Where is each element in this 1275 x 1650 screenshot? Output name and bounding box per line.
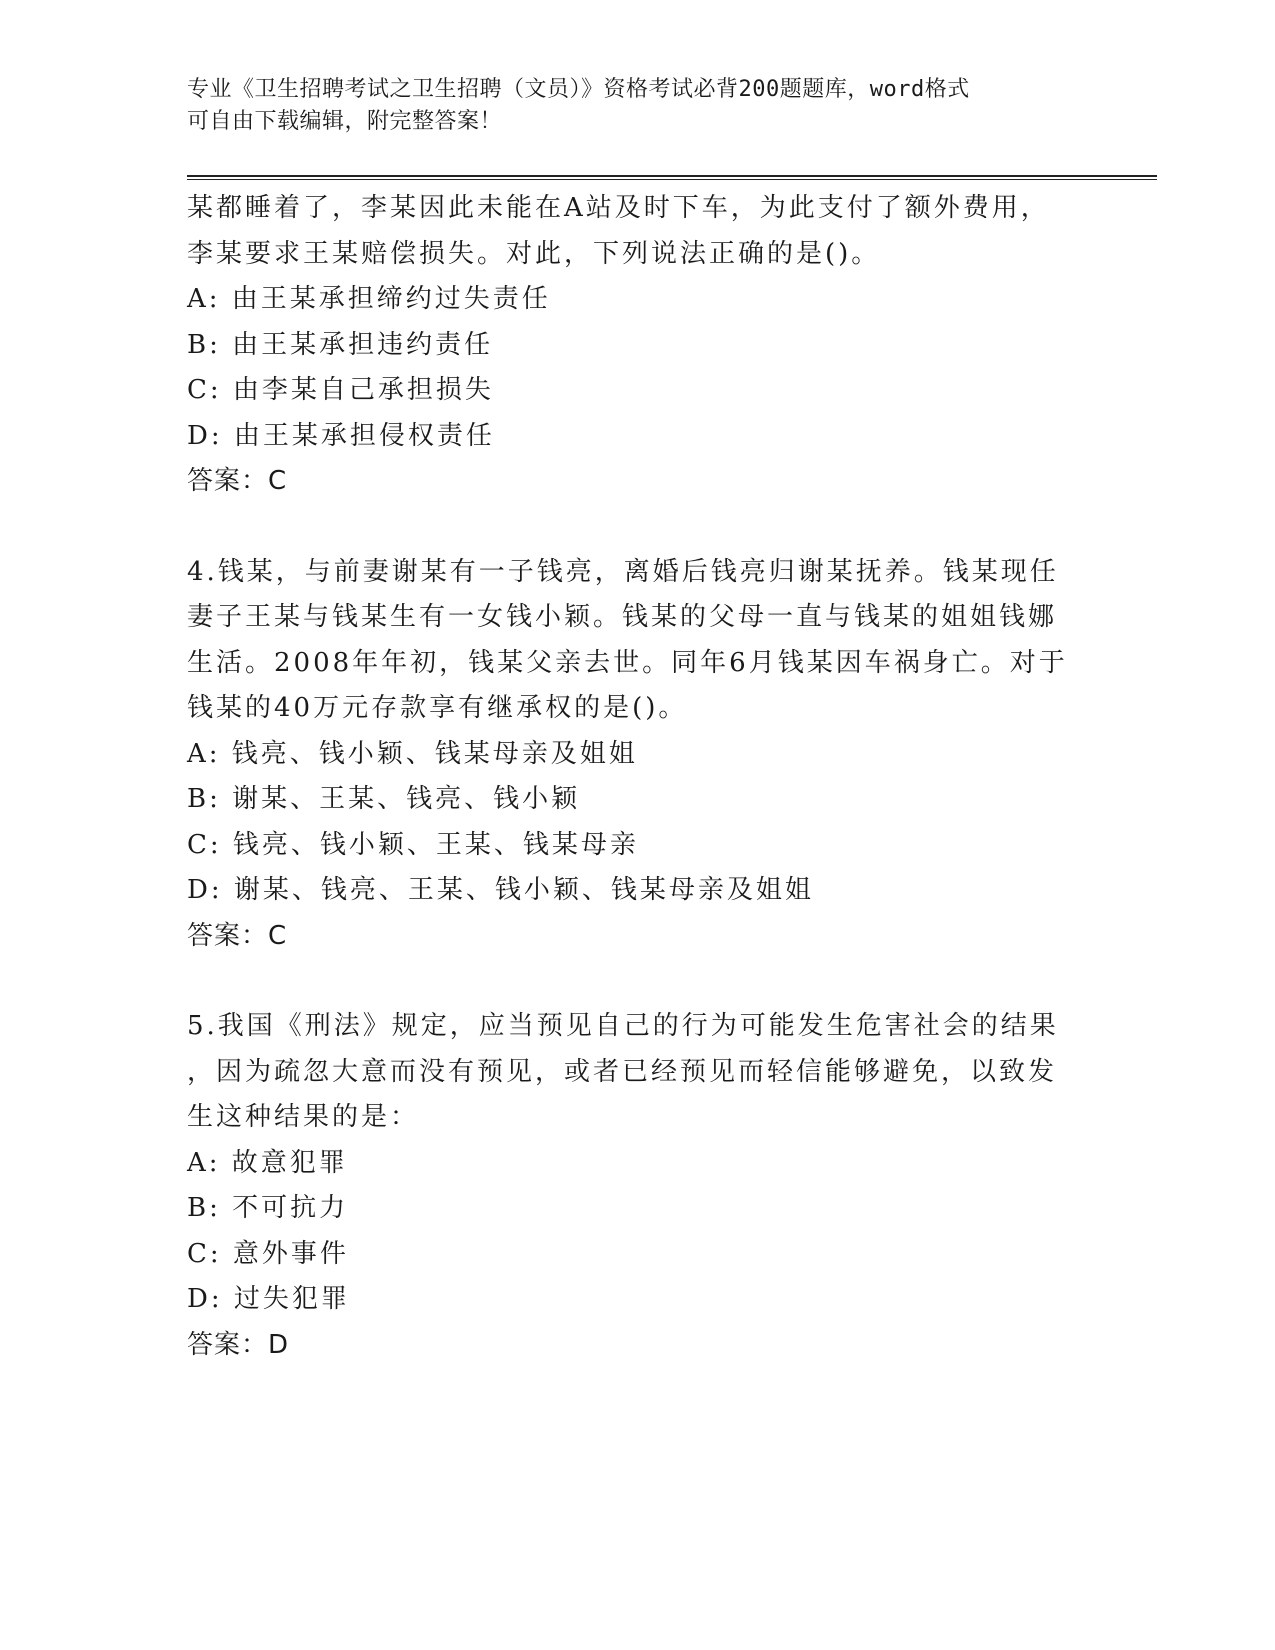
question-4-stem-line-4: 钱某的40万元存款享有继承权的是()。 (187, 693, 688, 723)
header-divider (187, 175, 1157, 180)
question-5-stem-line-3: 生这种结果的是： (187, 1102, 420, 1132)
question-3-stem-line-1: 某都睡着了，李某因此未能在A站及时下车，为此支付了额外费用， (187, 193, 1050, 223)
question-5 (187, 1004, 1087, 1368)
question-3-option-b: B: 由王某承担违约责任 (187, 329, 494, 360)
question-4-option-a: A: 钱亮、钱小颖、钱某母亲及姐姐 (187, 738, 638, 769)
question-3 (187, 186, 1087, 505)
question-3-option-d: D: 由王某承担侵权责任 (187, 420, 495, 451)
question-spacer (187, 959, 1087, 1004)
question-4-option-d: D: 谢某、钱亮、王某、钱小颖、钱某母亲及姐姐 (187, 875, 814, 905)
question-5-answer: 答案：D (187, 1329, 290, 1360)
question-4-stem-line-1: 4.钱某，与前妻谢某有一子钱亮，离婚后钱亮归谢某抚养。钱某现任 (187, 556, 1059, 587)
question-4-option-b: B: 谢某、王某、钱亮、钱小颖 (187, 784, 581, 814)
question-content (187, 186, 1087, 1368)
question-5-stem-line-1: 5.我国《刑法》规定，应当预见自己的行为可能发生危害社会的结果 (187, 1011, 1059, 1041)
question-4-option-c: C: 钱亮、钱小颖、王某、钱某母亲 (187, 829, 639, 860)
question-3-option-a: A: 由王某承担缔约过失责任 (187, 284, 551, 314)
question-5-option-c: C: 意外事件 (187, 1238, 349, 1269)
question-spacer (187, 505, 1087, 550)
question-3-answer: 答案：C (187, 466, 288, 496)
page-header (187, 74, 1067, 138)
header-title-line-2: 可自由下载编辑，附完整答案！ (187, 109, 503, 134)
question-4-answer: 答案：C (187, 920, 288, 951)
question-5-option-d: D: 过失犯罪 (187, 1284, 350, 1314)
question-5-option-a: A: 故意犯罪 (187, 1147, 348, 1178)
question-5-option-b: B: 不可抗力 (187, 1193, 349, 1223)
question-4-stem-line-2: 妻子王某与钱某生有一女钱小颖。钱某的父母一直与钱某的姐姐钱娜 (187, 602, 1058, 632)
question-3-stem-line-2: 李某要求王某赔偿损失。对此，下列说法正确的是()。 (187, 238, 881, 269)
question-5-stem-line-2: ，因为疏忽大意而没有预见，或者已经预见而轻信能够避免，以致发 (187, 1056, 1058, 1087)
question-4 (187, 550, 1087, 960)
header-title-line-1: 专业《卫生招聘考试之卫生招聘（文员）》资格考试必背200题题库，word格式 (187, 77, 970, 102)
question-4-stem-line-3: 生活。2008年年初，钱某父亲去世。同年6月钱某因车祸身亡。对于 (187, 647, 1068, 678)
question-3-option-c: C: 由李某自己承担损失 (187, 375, 494, 405)
